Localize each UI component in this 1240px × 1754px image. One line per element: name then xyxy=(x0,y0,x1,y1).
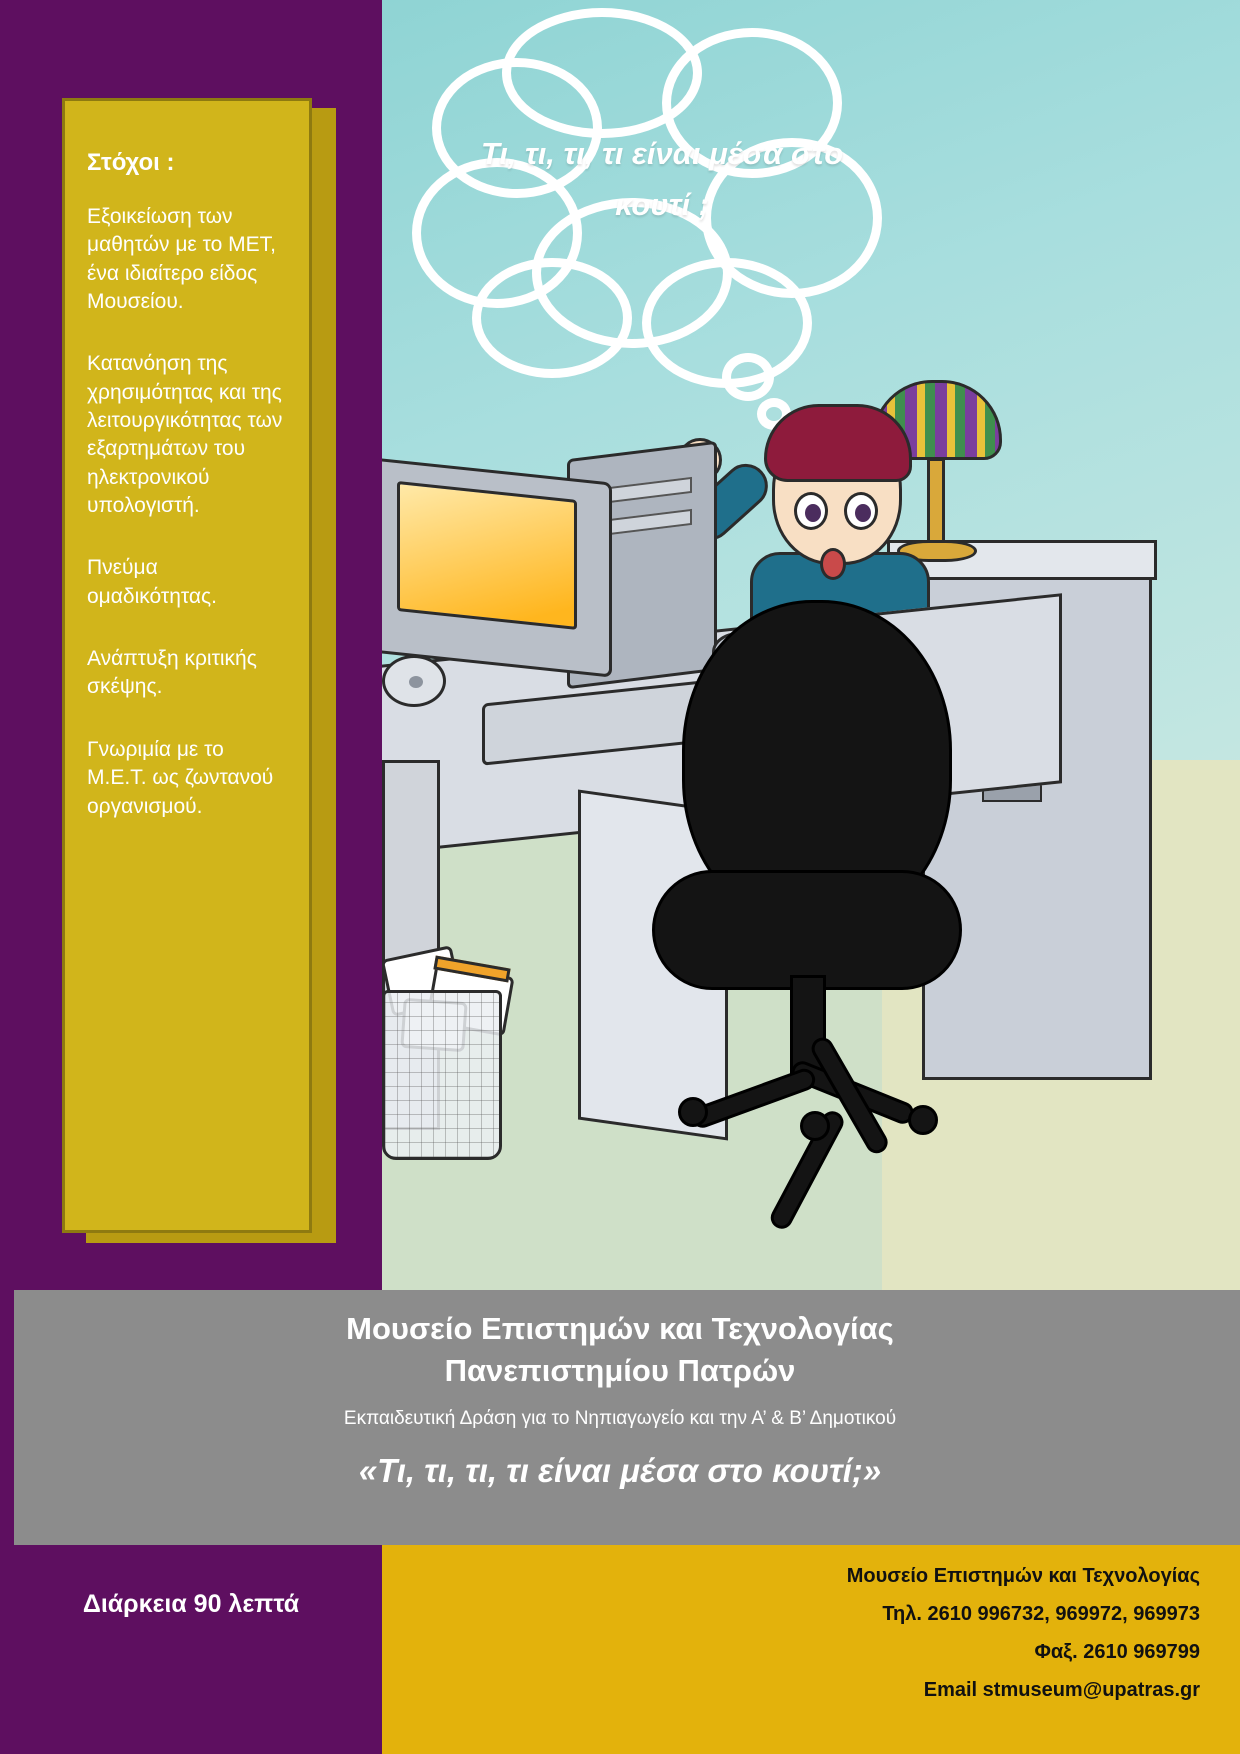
thought-bubble-text: Τι, τι, τι, τι είναι μέσα στο κουτί ; xyxy=(480,136,844,223)
contact-email[interactable]: Email stmuseum@upatras.gr xyxy=(923,1679,1200,1701)
banner-section xyxy=(0,1290,1240,1545)
goal-item: Ανάπτυξη κριτικής σκέψης. xyxy=(87,647,257,699)
boy-eye-right xyxy=(844,492,878,530)
boy-eye-left xyxy=(794,492,828,530)
contact-line: Μουσείο Επιστημών και Τεχνολογίας xyxy=(846,1565,1200,1587)
chair-legs xyxy=(682,1055,942,1141)
footer-contact-panel xyxy=(382,1545,1240,1754)
boy-hair xyxy=(764,404,912,482)
museum-name-line2: Πανεπιστημίου Πατρών xyxy=(444,1352,796,1388)
waste-bin-icon xyxy=(382,990,502,1160)
goal-item: Εξοικείωση των μαθητών με το ΜΕΤ, ένα ιδιαίτερο είδος Μουσείου. xyxy=(87,205,276,314)
thought-bubble-icon xyxy=(412,8,912,408)
banner-subtitle: Εκπαιδευτική Δράση για το Νηπιαγωγείο και την Α’ & Β’ Δημοτικού xyxy=(343,1407,897,1429)
goals-title: Στόχοι : xyxy=(87,149,175,176)
contact-phone: Τηλ. 2610 996732, 969972, 969973 xyxy=(882,1603,1200,1625)
goal-item: Πνεύμα ομαδικότητας. xyxy=(87,556,217,608)
goals-box xyxy=(62,98,312,1233)
banner-left-accent xyxy=(0,1290,14,1545)
boy-mouth xyxy=(820,548,846,580)
contact-fax: Φαξ. 2610 969799 xyxy=(1034,1641,1200,1663)
chair-seat xyxy=(652,870,962,990)
chair-wheel-2 xyxy=(678,1097,708,1127)
illustration-scene xyxy=(382,0,1240,1290)
goal-item: Γνωριμία με το Μ.Ε.Τ. ως ζωντανού οργανισμού. xyxy=(87,737,274,818)
cd-disc-icon xyxy=(382,655,446,707)
monitor-screen xyxy=(397,481,577,630)
activity-title: «Τι, τι, τι, τι είναι μέσα στο κουτί;» xyxy=(358,1451,882,1489)
monitor-icon xyxy=(382,457,612,677)
goal-item: Κατανόηση της χρησιμότητας και της λειτουργικότητας των εξαρτημάτων του ηλεκτρονικού υπολογιστή. xyxy=(87,352,283,518)
chair-wheel-1 xyxy=(908,1105,938,1135)
lamp-stem xyxy=(927,458,945,548)
duration-label: Διάρκεια 90 λεπτά xyxy=(82,1590,300,1618)
chair-wheel-3 xyxy=(800,1111,830,1141)
contact-block xyxy=(847,1557,1200,1709)
museum-name-line1: Μουσείο Επιστημών και Τεχνολογίας xyxy=(346,1311,894,1346)
footer-duration-panel xyxy=(0,1545,382,1754)
